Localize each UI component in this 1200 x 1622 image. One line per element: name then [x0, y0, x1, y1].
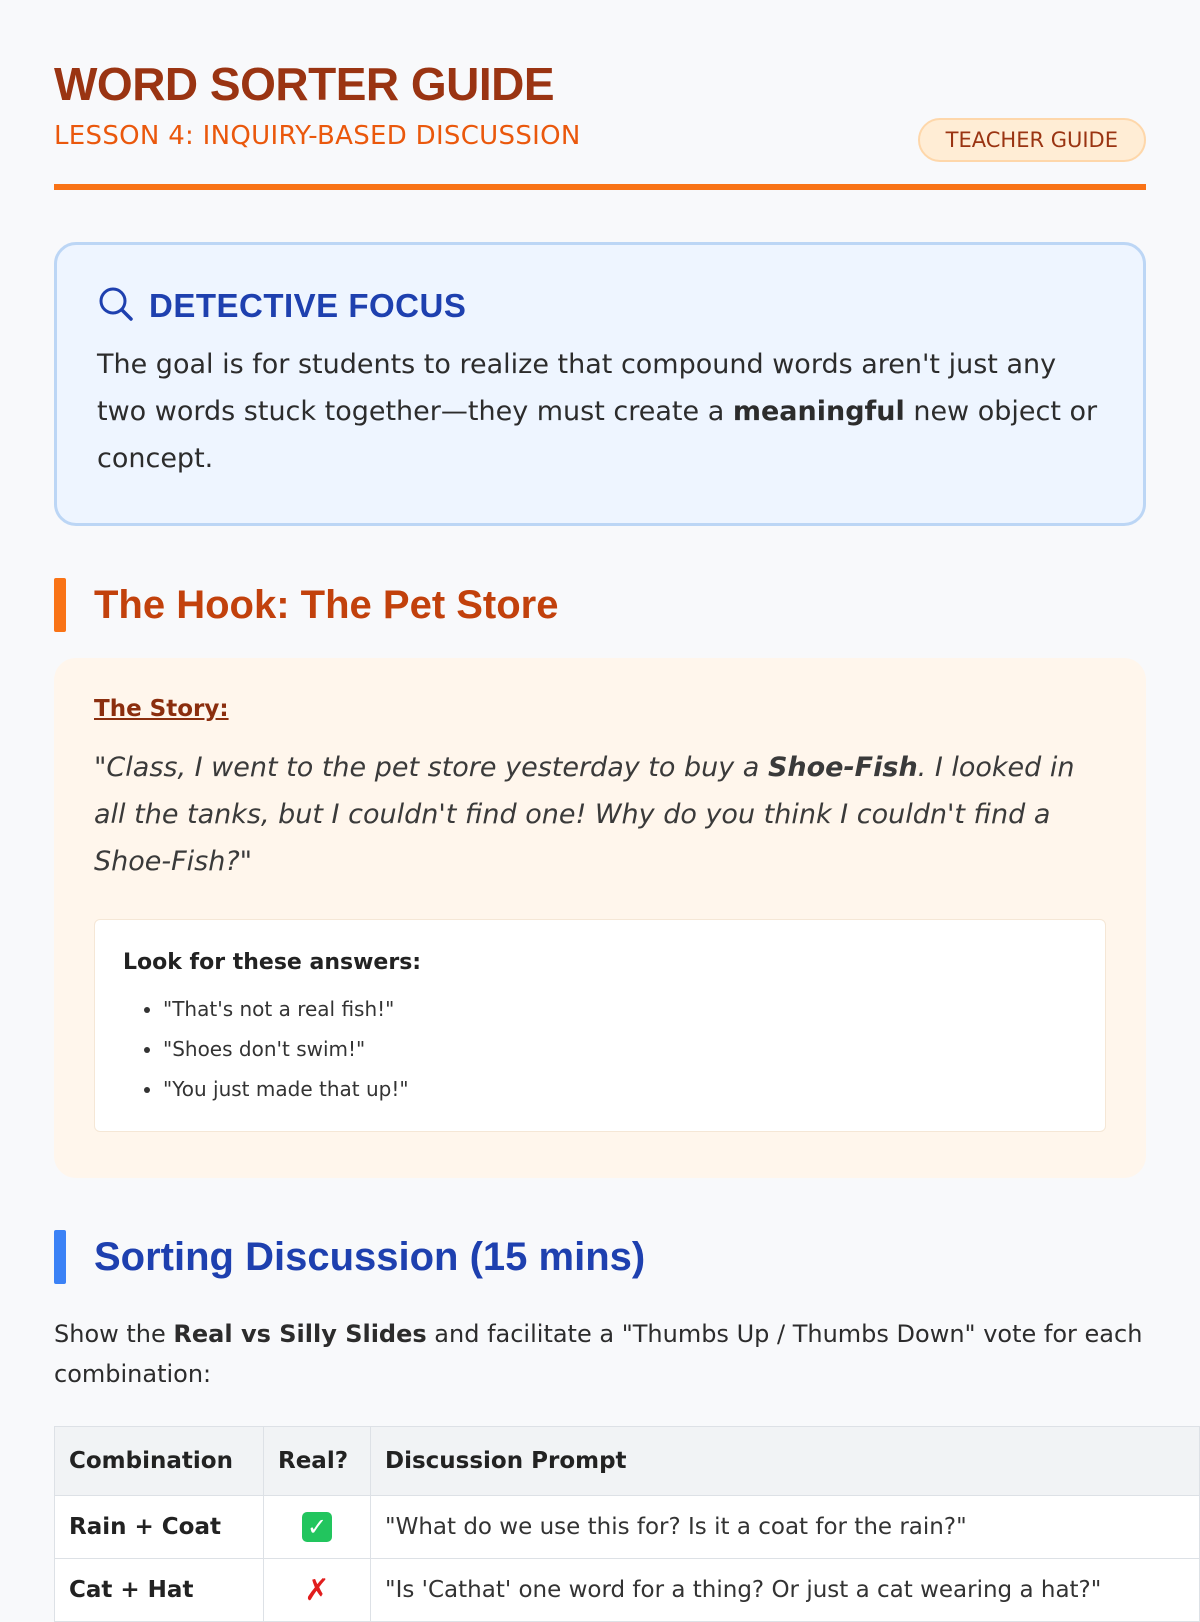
real-cell	[264, 1496, 371, 1559]
table-row	[55, 1559, 1200, 1622]
sorting-accent-bar	[54, 1230, 66, 1284]
answers-title: Look for these answers:	[123, 950, 422, 975]
focus-text: The goal is for students to realize that compound words aren't just any two words stuck together—they must create a meaningful new object or concept.	[97, 349, 1098, 474]
real-cell	[264, 1559, 371, 1622]
focus-header	[97, 285, 1103, 327]
lesson-subtitle: LESSON 4: INQUIRY-BASED DISCUSSION	[54, 121, 581, 151]
discussion-table	[54, 1426, 1200, 1622]
answers-box	[94, 919, 1106, 1132]
focus-emphasis: meaningful	[732, 396, 905, 427]
column-header: Real?	[264, 1427, 371, 1496]
intro-emphasis: Real vs Silly Slides	[173, 1320, 427, 1348]
page-header	[54, 0, 1146, 190]
page-title: WORD SORTER GUIDE	[54, 58, 555, 110]
combination-cell: Cat + Hat	[55, 1559, 264, 1622]
combination-cell: Rain + Coat	[55, 1496, 264, 1559]
hook-title: The Hook: The Pet Store	[94, 582, 559, 627]
quote-emphasis: Shoe-Fish	[767, 752, 918, 783]
check-icon: ✓	[302, 1512, 332, 1542]
detective-focus-card	[54, 242, 1146, 526]
column-header: Discussion Prompt	[371, 1427, 1200, 1496]
header-divider	[54, 184, 1146, 190]
prompt-cell: "What do we use this for? Is it a coat for the rain?"	[371, 1496, 1200, 1559]
list-item: • "You just made that up!"	[163, 1069, 1077, 1109]
sorting-title: Sorting Discussion (15 mins)	[94, 1234, 646, 1279]
cross-icon: ✗	[304, 1572, 330, 1608]
column-header: Combination	[55, 1427, 264, 1496]
table-header-row	[55, 1427, 1200, 1496]
story-label: The Story:	[94, 696, 229, 722]
prompt-cell: "Is 'Cathat' one word for a thing? Or just a cat wearing a hat?"	[371, 1559, 1200, 1622]
list-item: • "That's not a real fish!"	[163, 989, 1077, 1029]
story-card	[54, 658, 1146, 1178]
hook-accent-bar	[54, 578, 66, 632]
focus-title: DETECTIVE FOCUS	[149, 287, 467, 324]
sorting-section-header	[54, 1230, 1146, 1284]
answers-list	[123, 989, 1077, 1109]
hook-section-header	[54, 578, 1146, 632]
list-item: • "Shoes don't swim!"	[163, 1029, 1077, 1069]
sorting-intro: Show the Real vs Silly Slides and facilitate a "Thumbs Up / Thumbs Down" vote for each combination:	[54, 1320, 1143, 1388]
story-quote: "Class, I went to the pet store yesterday to buy a Shoe-Fish. I looked in all the tanks, but I couldn't find one! Why do you think I couldn't find a Shoe-Fish?"	[94, 752, 1075, 877]
magnifier-icon	[97, 285, 135, 327]
table-row	[55, 1496, 1200, 1559]
teacher-guide-badge: TEACHER GUIDE	[918, 118, 1146, 162]
